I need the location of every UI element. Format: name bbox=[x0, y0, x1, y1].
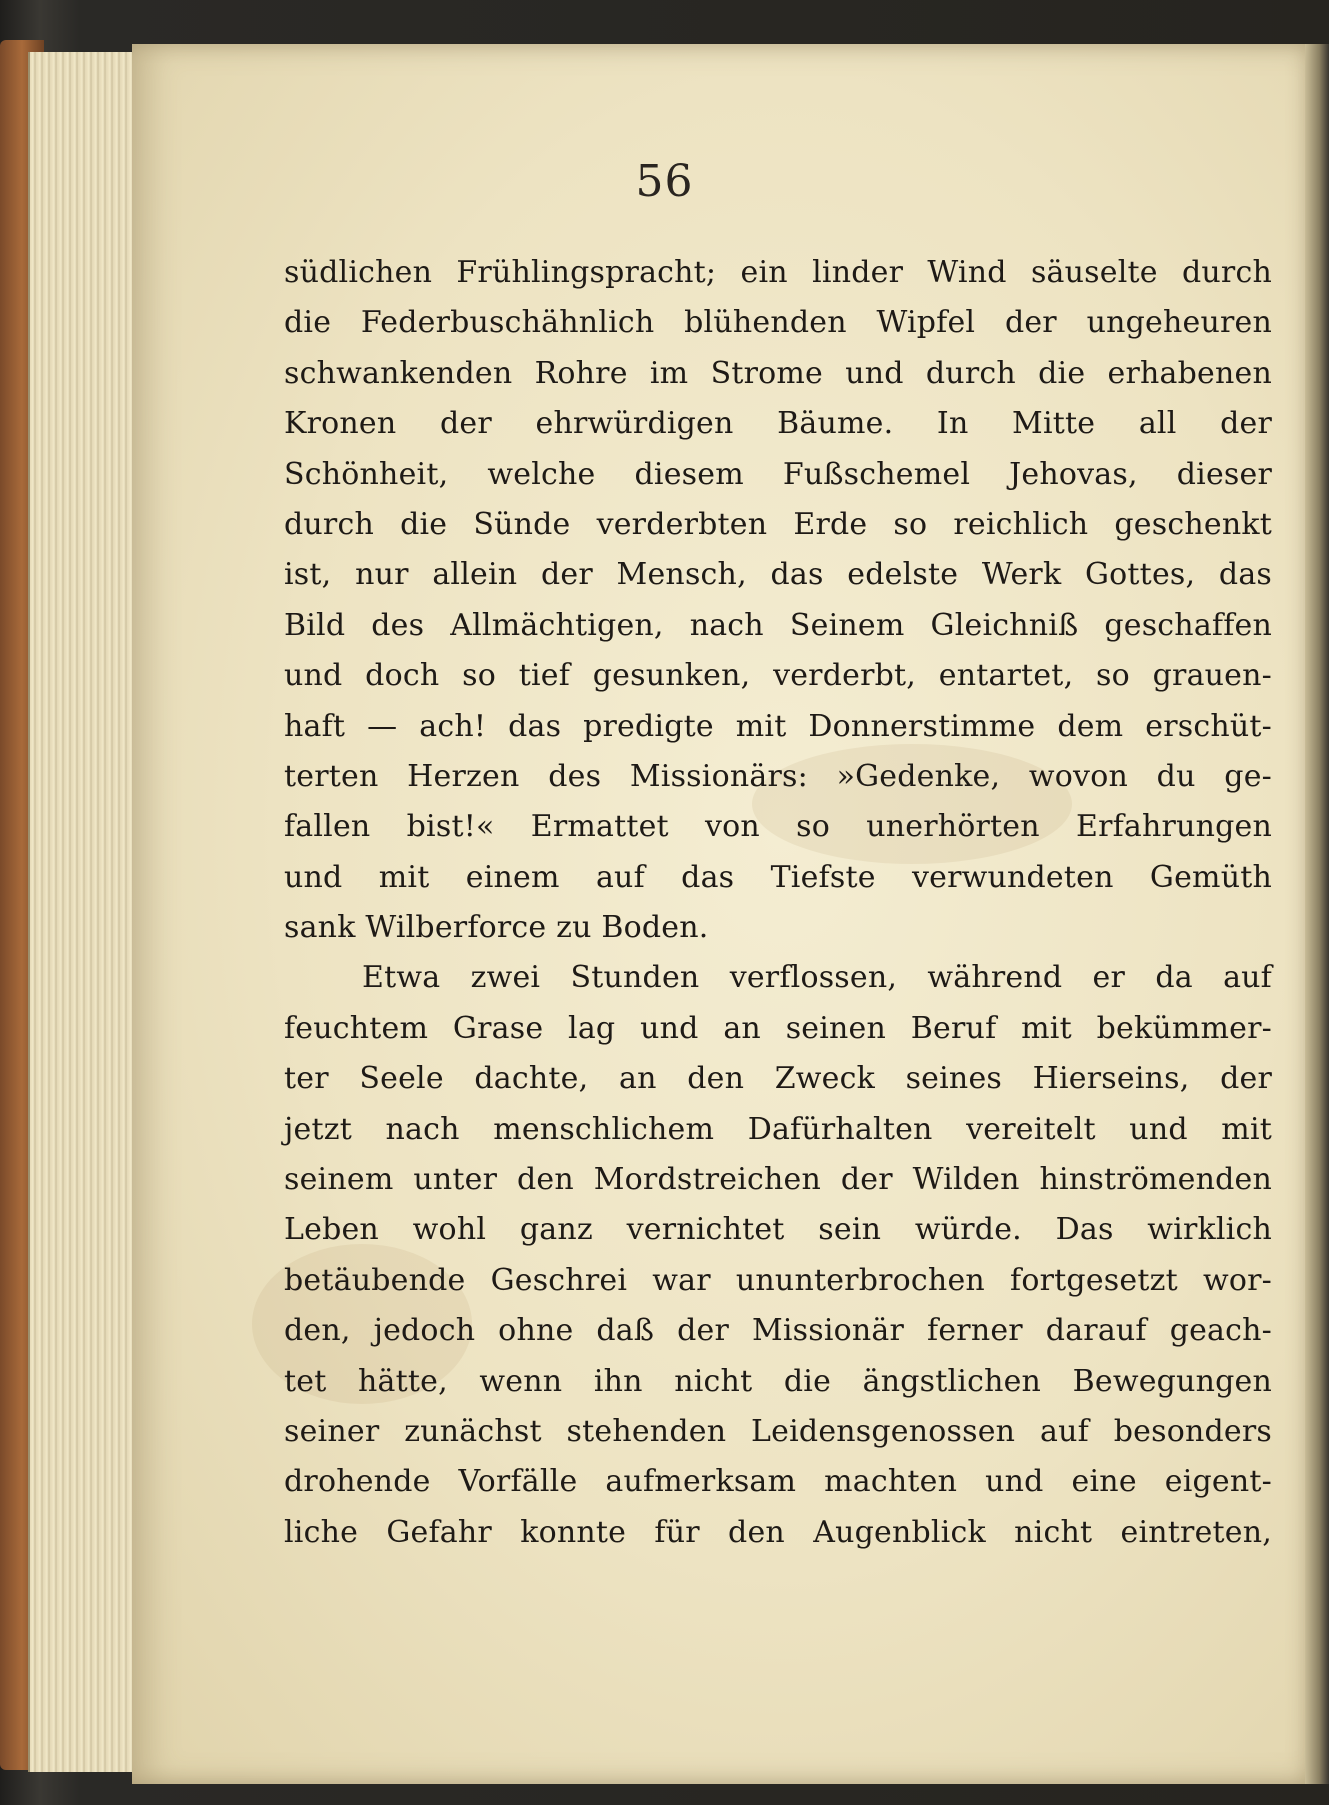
text-line: Kronen der ehrwürdigen Bäume. In Mitte all der bbox=[284, 406, 1272, 442]
text-line: Schönheit, welche diesem Fußschemel Jehovas, dieser bbox=[284, 456, 1272, 492]
paragraph-start-line: Etwa zwei Stunden verflossen, während er da auf bbox=[362, 960, 1272, 996]
page-number: 56 bbox=[635, 156, 694, 207]
text-line: schwankenden Rohre im Strome und durch die erhabenen bbox=[284, 355, 1272, 391]
text-line: betäubende Geschrei war ununterbrochen fortgesetzt wor- bbox=[284, 1262, 1272, 1298]
right-page-edge bbox=[1305, 44, 1329, 1784]
text-line: liche Gefahr konnte für den Augenblick nicht eintreten, bbox=[284, 1514, 1272, 1550]
text-line: terten Herzen des Missionärs: »Gedenke, wovon du ge- bbox=[284, 758, 1272, 794]
text-line: haft — ach! das predigte mit Donnerstimme dem erschüt- bbox=[284, 708, 1272, 744]
text-line: tet hätte, wenn ihn nicht die ängstlichen Bewegungen bbox=[284, 1363, 1272, 1399]
text-line: und mit einem auf das Tiefste verwundeten Gemüth bbox=[284, 859, 1272, 895]
text-line: fallen bist!« Ermattet von so unerhörten Erfahrungen bbox=[284, 809, 1272, 845]
text-line: Leben wohl ganz vernichtet sein würde. Das wirklich bbox=[284, 1212, 1272, 1248]
text-line: seinem unter den Mordstreichen der Wilden hinströmenden bbox=[284, 1162, 1272, 1198]
text-line: den, jedoch ohne daß der Missionär ferner darauf geach- bbox=[284, 1313, 1272, 1349]
text-line: südlichen Frühlingspracht; ein linder Wind säuselte durch bbox=[284, 255, 1272, 290]
paragraph-end-line: sank Wilberforce zu Boden. bbox=[284, 910, 709, 946]
text-line: ist, nur allein der Mensch, das edelste Werk Gottes, das bbox=[284, 557, 1272, 593]
text-line: die Federbuschähnlich blühenden Wipfel der ungeheuren bbox=[284, 305, 1272, 341]
body-text bbox=[284, 248, 1272, 1558]
text-line: durch die Sünde verderbten Erde so reichlich geschenkt bbox=[284, 506, 1272, 542]
text-line: drohende Vorfälle aufmerksam machten und eine eigent- bbox=[284, 1464, 1272, 1500]
page-stack-edges bbox=[28, 52, 148, 1772]
text-line: feuchtem Grase lag und an seinen Beruf mit bekümmer- bbox=[284, 1010, 1272, 1046]
text-line: Bild des Allmächtigen, nach Seinem Gleichniß geschaffen bbox=[284, 607, 1272, 643]
text-line: ter Seele dachte, an den Zweck seines Hierseins, der bbox=[284, 1061, 1272, 1097]
text-line: seiner zunächst stehenden Leidensgenossen auf besonders bbox=[284, 1413, 1272, 1449]
text-line: jetzt nach menschlichem Dafürhalten vereitelt und mit bbox=[284, 1111, 1272, 1147]
text-line: und doch so tief gesunken, verderbt, entartet, so grauen- bbox=[284, 658, 1272, 694]
